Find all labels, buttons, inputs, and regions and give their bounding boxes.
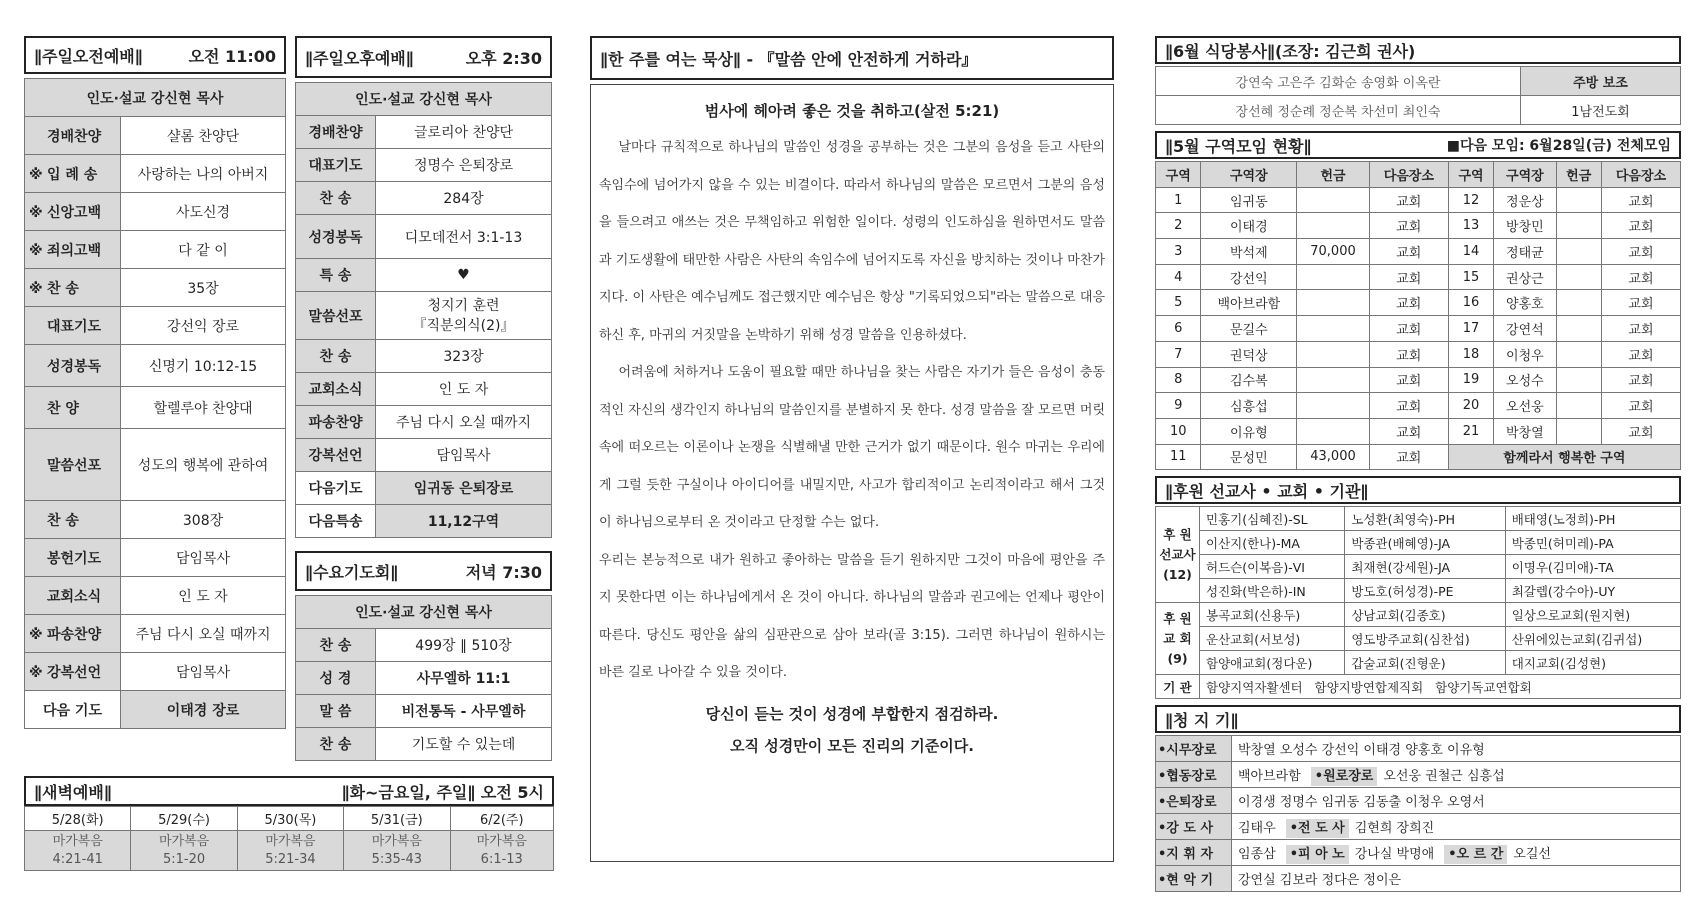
table-cell (1556, 187, 1601, 213)
table-row: 파송찬양 주님 다시 오실 때까지 (296, 406, 552, 439)
table-cell: 2 (1156, 213, 1201, 239)
table-cell: 교회 (1369, 239, 1448, 265)
table-cell: 오성수 (1494, 367, 1556, 393)
table-cell (1297, 393, 1370, 419)
table-cell: 13 (1448, 213, 1493, 239)
morning-title: ∥주일오전예배∥ (34, 46, 143, 66)
afternoon-header (295, 36, 552, 78)
table-cell (1297, 367, 1370, 393)
table-cell: 정태균 (1494, 239, 1556, 265)
table-cell: 오선웅 (1494, 393, 1556, 419)
table-row: 성경봉독 디모데전서 3:1-13 (296, 215, 552, 259)
table-cell: 강선익 (1201, 264, 1297, 290)
morning-service-panel (24, 36, 286, 729)
table-cell (1556, 393, 1601, 419)
column-header: 다음장소 (1369, 162, 1448, 188)
table-row: 찬 송 284장 (296, 182, 552, 215)
table-header-row (1156, 162, 1681, 188)
meditation-header: ∥한 주를 여는 묵상∥ - 『말씀 안에 안전하게 거하라』 (590, 36, 1114, 80)
table-cell (1297, 341, 1370, 367)
table-cell: 9 (1156, 393, 1201, 419)
table-cell: 7 (1156, 341, 1201, 367)
table-cell: 이유형 (1201, 418, 1297, 444)
table-cell (1556, 239, 1601, 265)
table-row: ※ 파송찬양 주님 다시 오실 때까지 (25, 615, 286, 653)
table-row: 말씀선포 청지기 훈련 『직분의식(2)』 (296, 292, 552, 340)
table-row: 찬 송 기도할 수 있는데 (296, 728, 552, 761)
table-cell: 21 (1448, 418, 1493, 444)
table-row (1156, 213, 1681, 239)
table-cell: 교회 (1369, 187, 1448, 213)
table-row: 찬 송 499장 ∥ 510장 (296, 629, 552, 662)
dawn-service-panel (24, 776, 554, 871)
table-cell: 문길수 (1201, 316, 1297, 342)
table-cell: 이청우 (1494, 341, 1556, 367)
morning-leader: 인도·설교 강신현 목사 (25, 79, 286, 117)
table-cell (1297, 264, 1370, 290)
table-row: 대표기도 강선익 장로 (25, 307, 286, 345)
groups-next: ■다음 모임: 6월28일(금) 전체모임 (1446, 138, 1671, 154)
table-cell: 교회 (1601, 316, 1680, 342)
column-header: 구역장 (1494, 162, 1556, 188)
support-header (1155, 476, 1681, 504)
table-cell: 12 (1448, 187, 1493, 213)
table-row: 찬 송 308장 (25, 501, 286, 539)
table-cell (1556, 341, 1601, 367)
table-row (1156, 264, 1681, 290)
table-cell: 교회 (1369, 418, 1448, 444)
table-row (1156, 187, 1681, 213)
column-header: 구역 (1156, 162, 1201, 188)
table-cell (1297, 187, 1370, 213)
meditation-closing: 당신이 듣는 것이 성경에 부합한지 점검하라. (705, 704, 999, 723)
table-cell: 백아브라함 (1201, 290, 1297, 316)
table-cell (1556, 418, 1601, 444)
table-row: 찬 양 할렐루야 찬양대 (25, 387, 286, 429)
table-cell: 1 (1156, 187, 1201, 213)
wednesday-time: 저녁 7:30 (465, 562, 542, 582)
table-cell: 교회 (1601, 264, 1680, 290)
table-row (1156, 316, 1681, 342)
table-cell: 교회 (1369, 367, 1448, 393)
table-cell: 70,000 (1297, 239, 1370, 265)
table-row: 말 씀 비전통독 - 사무엘하 (296, 695, 552, 728)
table-cell (1297, 316, 1370, 342)
table-cell: 권덕상 (1201, 341, 1297, 367)
table-cell: 15 (1448, 264, 1493, 290)
table-cell (1556, 367, 1601, 393)
kitchen-header (1155, 36, 1681, 64)
table-cell: 6 (1156, 316, 1201, 342)
table-cell: 16 (1448, 290, 1493, 316)
table-row: ※ 신앙고백 사도신경 (25, 193, 286, 231)
table-cell: 교회 (1601, 418, 1680, 444)
kitchen-table: 강연숙 고은주 김화순 송영화 이옥란 주방 보조 장선혜 정순례 정순복 차선미 최인숙 1남전도회 (1155, 66, 1681, 125)
table-cell: 17 (1448, 316, 1493, 342)
table-cell: 20 (1448, 393, 1493, 419)
wednesday-leader: 인도·설교 강신현 목사 (296, 596, 552, 629)
stewards-table: •시무장로 박창열 오성수 강선익 이태경 양홍호 이유형 •협동장로 백아브라함 •원로장로 오선웅 권철근 심흥섭 •은퇴장로 이경생 정명수 임귀동 김동출 이청우 오영서 •강 도 사 김태우 •전 도 사 김현희 장희진 •지 휘 자 임종삼 •피 아 노 강나실 박명애 •오 르 간 오길선 •현 악 기 강연실 김보라 정다은 정이은 (1155, 735, 1681, 892)
next-prayer-row: 다음 기도 이태경 장로 (25, 691, 286, 729)
table-row (1156, 418, 1681, 444)
column-header: 구역 (1448, 162, 1493, 188)
meditation-closing: 오직 성경만이 모든 진리의 기준이다. (730, 736, 974, 755)
table-row: 찬 송 323장 (296, 340, 552, 373)
meditation-paragraph: 어려움에 처하거나 도움이 필요할 때만 하나님을 찾는 사람은 자기가 들은 음성이 충동적인 자신의 생각인지 하나님의 말씀인지를 분별하지 못 한다. 성경 말씀을 잘 모르면 머릿속에 떠오르는 이론이나 논쟁을 식별해낼 만한 근거가 없기 때문이다. 원수 마귀는 우리에게 그럴 듯한 구실이나 아이디어를 내밀지만, 사고가 합리적이고 논리적이라고 해서 그것이 하나님으로부터 온 것이라고 단정할 수는 없다. (599, 365, 1105, 530)
table-cell: 5 (1156, 290, 1201, 316)
table-cell: 교회 (1601, 367, 1680, 393)
table-row: 성 경 사무엘하 11:1 (296, 662, 552, 695)
next-prayer-row: 다음기도 임귀동 은퇴장로 (296, 472, 552, 505)
dawn-header (24, 776, 554, 806)
morning-time: 오전 11:00 (188, 46, 276, 66)
stewards-header (1155, 705, 1681, 733)
table-cell: 심흥섭 (1201, 393, 1297, 419)
table-cell: 교회 (1601, 187, 1680, 213)
table-cell: 임귀동 (1201, 187, 1297, 213)
table-cell (1297, 418, 1370, 444)
support-title: ∥후원 선교사 • 교회 • 기관∥ (1165, 481, 1369, 501)
table-row: 대표기도 정명수 은퇴장로 (296, 149, 552, 182)
groups-title: ∥5월 구역모임 현황∥ (1165, 136, 1312, 156)
dawn-time: ∥화~금요일, 주일∥ 오전 5시 (341, 782, 544, 802)
groups-footer: 함께라서 행복한 구역 (1448, 444, 1680, 470)
groups-table (1155, 161, 1681, 470)
kitchen-title: ∥6월 식당봉사∥(조장: 김근희 권사) (1165, 41, 1416, 61)
column-header: 구역장 (1201, 162, 1297, 188)
table-cell: 교회 (1369, 213, 1448, 239)
table-cell: 교회 (1601, 341, 1680, 367)
table-cell: 교회 (1601, 393, 1680, 419)
table-row: ※ 강복선언 담임목사 (25, 653, 286, 691)
table-row: 봉헌기도 담임목사 (25, 539, 286, 577)
table-cell: 이태경 (1201, 213, 1297, 239)
table-cell: 김수복 (1201, 367, 1297, 393)
table-row: 경배찬양 글로리아 찬양단 (296, 116, 552, 149)
column-header: 헌금 (1556, 162, 1601, 188)
table-cell: 교회 (1369, 264, 1448, 290)
table-cell: 박석제 (1201, 239, 1297, 265)
afternoon-title: ∥주일오후예배∥ (305, 48, 414, 68)
wednesday-service-panel (295, 551, 552, 761)
table-cell: 3 (1156, 239, 1201, 265)
column-header: 다음장소 (1601, 162, 1680, 188)
table-row: 11 문성민 43,000 교회 함께라서 행복한 구역 (1156, 444, 1681, 470)
table-cell: 교회 (1369, 290, 1448, 316)
morning-order-table (24, 78, 286, 729)
next-special-row: 다음특송 11,12구역 (296, 505, 552, 538)
afternoon-order-table (295, 82, 552, 538)
morning-header (24, 36, 286, 74)
table-cell (1556, 290, 1601, 316)
table-row (1156, 393, 1681, 419)
meditation-title: 범사에 헤아려 좋은 것을 취하고(살전 5:21) (704, 102, 1000, 120)
table-cell (1297, 213, 1370, 239)
wednesday-order-table (295, 595, 552, 761)
wednesday-header (295, 551, 552, 591)
table-cell: 교회 (1369, 393, 1448, 419)
afternoon-time: 오후 2:30 (465, 48, 542, 68)
stewards-title: ∥청 지 기∥ (1165, 710, 1239, 730)
table-row: 특 송 ♥ (296, 259, 552, 292)
table-cell: 14 (1448, 239, 1493, 265)
wednesday-title: ∥수요기도회∥ (305, 562, 399, 582)
table-cell: 4 (1156, 264, 1201, 290)
table-cell: 강연석 (1494, 316, 1556, 342)
meditation-body (590, 84, 1114, 862)
table-row: 성경봉독 신명기 10:12-15 (25, 345, 286, 387)
table-cell: 박창열 (1494, 418, 1556, 444)
table-cell: 18 (1448, 341, 1493, 367)
table-row (1156, 367, 1681, 393)
groups-header (1155, 131, 1681, 159)
meditation-panel (590, 36, 1114, 876)
column-header: 헌금 (1297, 162, 1370, 188)
table-row: ※ 입 례 송 사랑하는 나의 아버지 (25, 155, 286, 193)
table-cell: 방창민 (1494, 213, 1556, 239)
table-row: 교회소식 인 도 자 (25, 577, 286, 615)
table-row (1156, 239, 1681, 265)
right-column (1155, 36, 1681, 892)
dawn-schedule-table: 5/28(화) 5/29(수) 5/30(목) 5/31(금) 6/2(주) 마가복음 4:21-41 마가복음 5:1-20 마가복음 5:21-34 마가복음 5:35-43 마가복음 6:1-13 (24, 806, 554, 871)
table-cell (1556, 213, 1601, 239)
table-cell (1556, 264, 1601, 290)
table-cell: 정운상 (1494, 187, 1556, 213)
table-cell: 교회 (1601, 213, 1680, 239)
table-row: 강복선언 담임목사 (296, 439, 552, 472)
table-row (1156, 290, 1681, 316)
table-row: 말씀선포 성도의 행복에 관하여 (25, 429, 286, 501)
table-row: ※ 찬 송 35장 (25, 269, 286, 307)
table-cell: 교회 (1601, 239, 1680, 265)
table-cell: 10 (1156, 418, 1201, 444)
table-cell: 권상근 (1494, 264, 1556, 290)
table-cell: 19 (1448, 367, 1493, 393)
table-row: 경배찬양 샬롬 찬양단 (25, 117, 286, 155)
dawn-title: ∥새벽예배∥ (34, 782, 112, 802)
table-cell (1297, 290, 1370, 316)
table-cell: 교회 (1369, 316, 1448, 342)
table-cell: 교회 (1601, 290, 1680, 316)
table-row (1156, 341, 1681, 367)
afternoon-leader: 인도·설교 강신현 목사 (296, 83, 552, 116)
table-cell: 교회 (1369, 341, 1448, 367)
meditation-paragraph: 우리는 본능적으로 내가 원하고 좋아하는 말씀을 듣기 원하지만 그것이 마음에 평안을 주지 못한다면 이는 하나님에게서 온 것이 아니다. 하나님의 말씀과 권고에는 언제나 평안이 따른다. 당신도 평안을 삶의 심판관으로 삼아 보라(골 3:15). 그러면 하나님이 원하시는 바른 길로 나아갈 수 있을 것이다. (599, 552, 1105, 680)
support-table: 후 원 선교사 (12) 민홍기(심혜진)-SL 노성환(최영숙)-PH 배태영(노정희)-PH 이산지(한나)-MA 박종관(배혜영)-JA 박종민(허미레)-PA 허드슨(이복음)-VI 최재현(강세원)-JA 이명우(김미애)-TA 성진화(박은하)-IN 방도호(허성경)-PE 최갈렙(강수아)-UY 후 원 교 회 (9) 봉곡교회(신용두) 상남교회(김종호) 일상으로교회(원지현) 운산교회(서보성) 영도방주교회(심찬섭) 산위에있는교회(김귀섭) 함양애교회(정다운) 갑술교회(진형운) 대지교회(김성현) 기 관 함양지역자활센터 함양지방연합제직회 함양기독교연합회 (1155, 506, 1681, 699)
afternoon-service-panel (295, 36, 552, 538)
meditation-paragraph: 날마다 규칙적으로 하나님의 말씀인 성경을 공부하는 것은 그분의 음성을 듣고 사탄의 속임수에 넘어가지 않을 수 있는 비결이다. 따라서 하나님의 말씀은 모르면서 그분의 음성을 들으려고 애쓰는 것은 무책임하고 위험한 일이다. 성령의 인도하심을 원하면서도 말씀과 기도생활에 태만한 사람은 사탄의 속임수에 넘어지도록 자신을 방치하는 것이나 마찬가지다. 이 사탄은 예수님께도 접근했지만 예수님은 항상 "기록되었으되"라는 말씀으로 대응하신 후, 마귀의 거짓말을 논박하기 위해 성경 말씀을 인용하셨다. (599, 140, 1105, 343)
table-row: ※ 죄의고백 다 같 이 (25, 231, 286, 269)
table-cell: 8 (1156, 367, 1201, 393)
table-row: 교회소식 인 도 자 (296, 373, 552, 406)
table-cell (1556, 316, 1601, 342)
table-cell: 양홍호 (1494, 290, 1556, 316)
